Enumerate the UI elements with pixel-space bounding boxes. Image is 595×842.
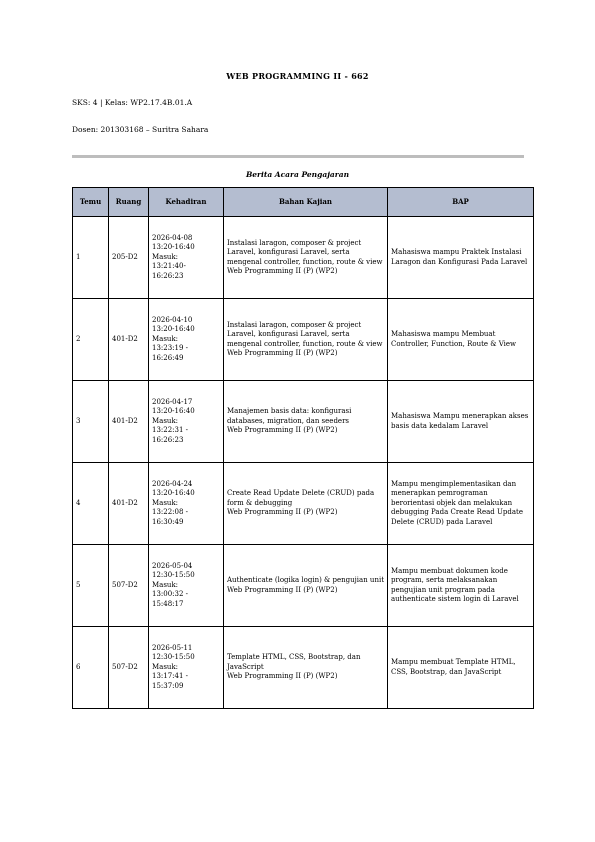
cell-kehadiran (149, 627, 224, 709)
attendance-line: 12:30-15:50 (152, 653, 195, 662)
cell-bahan-kajian (224, 545, 388, 627)
attendance-line: Masuk: (152, 334, 179, 343)
cell-bap: Mahasiswa mampu Membuat Controller, Function, Route & View (388, 299, 534, 381)
table-row (73, 217, 534, 299)
col-header-temu: Temu (73, 188, 109, 217)
sks-class-line: SKS: 4 | Kelas: WP2.17.4B.01.A (72, 98, 193, 107)
cell-bap: Mampu membuat Template HTML, CSS, Bootstrap, dan JavaScript (388, 627, 534, 709)
attendance-line: 15:37:09 (152, 681, 184, 690)
cell-kehadiran (149, 217, 224, 299)
cell-bahan-kajian (224, 463, 388, 545)
cell-ruang: 507-D2 (109, 627, 149, 709)
cell-bahan-kajian (224, 217, 388, 299)
topic-text: Create Read Update Delete (CRUD) pada form & debugging (227, 489, 375, 507)
table-row (73, 381, 534, 463)
col-header-ruang: Ruang (109, 188, 149, 217)
course-code-text: Web Programming II (P) (WP2) (227, 348, 338, 357)
attendance-line: Masuk: (152, 416, 179, 425)
teaching-record-table (72, 187, 534, 709)
attendance-line: 13:23:19 - (152, 344, 189, 353)
cell-ruang: 401-D2 (109, 463, 149, 545)
attendance-line: 13:20-16:40 (152, 407, 195, 416)
attendance-line: Masuk: (152, 252, 179, 261)
lecturer-line: Dosen: 201303168 – Suritra Sahara (72, 125, 209, 134)
cell-temu: 3 (73, 381, 109, 463)
table-row (73, 545, 534, 627)
course-code-text: Web Programming II (P) (WP2) (227, 266, 338, 275)
attendance-line: 2026-04-08 (152, 233, 193, 242)
course-code-text: Web Programming II (P) (WP2) (227, 672, 338, 681)
cell-temu: 6 (73, 627, 109, 709)
cell-bap: Mampu membuat dokumen kode program, serta melaksanakan pengujian unit program pada authenticate sistem login di Laravel (388, 545, 534, 627)
cell-bahan-kajian (224, 627, 388, 709)
cell-kehadiran (149, 381, 224, 463)
attendance-line: 13:20-16:40 (152, 489, 195, 498)
attendance-line: 16:26:23 (152, 435, 184, 444)
topic-text: Manajemen basis data: konfigurasi databases, migration, dan seeders (227, 407, 352, 425)
cell-bap: Mampu mengimplementasikan dan menerapkan pemrograman berorientasi objek dan melakukan debugging Pada Create Read Update Delete (CRUD) pada Laravel (388, 463, 534, 545)
table-row (73, 463, 534, 545)
divider (72, 155, 524, 158)
attendance-line: 13:20-16:40 (152, 325, 195, 334)
course-code-text: Web Programming II (P) (WP2) (227, 585, 338, 594)
attendance-line: 16:26:49 (152, 353, 184, 362)
attendance-line: 2026-05-11 (152, 643, 193, 652)
col-header-bap: BAP (388, 188, 534, 217)
section-title: Berita Acara Pengajaran (245, 170, 350, 179)
table-header-row (73, 188, 534, 217)
table-row (73, 299, 534, 381)
cell-temu: 1 (73, 217, 109, 299)
cell-temu: 2 (73, 299, 109, 381)
cell-bahan-kajian (224, 299, 388, 381)
course-title: WEB PROGRAMMING II - 662 (226, 71, 369, 81)
attendance-line: 13:17:41 - (152, 672, 189, 681)
attendance-line: 13:20-16:40 (152, 243, 195, 252)
table-row (73, 627, 534, 709)
attendance-line: 2026-04-24 (152, 479, 193, 488)
attendance-line: 13:22:31 - (152, 426, 189, 435)
attendance-line: 2026-04-10 (152, 315, 193, 324)
cell-ruang: 401-D2 (109, 381, 149, 463)
cell-bap: Mahasiswa Mampu menerapkan akses basis data kedalam Laravel (388, 381, 534, 463)
attendance-line: 2026-04-17 (152, 397, 193, 406)
attendance-line: Masuk: (152, 498, 179, 507)
cell-ruang: 205-D2 (109, 217, 149, 299)
cell-kehadiran (149, 463, 224, 545)
col-header-kehadiran: Kehadiran (149, 188, 224, 217)
attendance-line: 13:22:08 - (152, 508, 189, 517)
attendance-line: 13:00:32 - (152, 590, 189, 599)
topic-text: Authenticate (logika login) & pengujian unit (227, 576, 385, 585)
col-header-bahan-kajian: Bahan Kajian (224, 188, 388, 217)
topic-text: Instalasi laragon, composer & project Laravel, konfigurasi Laravel, serta mengenal controller, function, route & view (227, 320, 383, 348)
cell-temu: 4 (73, 463, 109, 545)
cell-bahan-kajian (224, 381, 388, 463)
topic-text: Instalasi laragon, composer & project Laravel, konfigurasi Laravel, serta mengenal controller, function, route & view (227, 238, 383, 266)
attendance-line: 16:26:23 (152, 271, 184, 280)
course-code-text: Web Programming II (P) (WP2) (227, 508, 338, 517)
cell-temu: 5 (73, 545, 109, 627)
topic-text: Template HTML, CSS, Bootstrap, dan JavaScript (227, 653, 361, 671)
attendance-line: 15:48:17 (152, 599, 184, 608)
cell-kehadiran (149, 299, 224, 381)
cell-ruang: 507-D2 (109, 545, 149, 627)
cell-ruang: 401-D2 (109, 299, 149, 381)
cell-bap: Mahasiswa mampu Praktek Instalasi Laragon dan Konfigurasi Pada Laravel (388, 217, 534, 299)
attendance-line: Masuk: (152, 580, 179, 589)
course-code-text: Web Programming II (P) (WP2) (227, 426, 338, 435)
cell-kehadiran (149, 545, 224, 627)
attendance-line: 2026-05-04 (152, 561, 193, 570)
attendance-line: Masuk: (152, 662, 179, 671)
attendance-line: 13:21:40- (152, 262, 186, 271)
attendance-line: 12:30-15:50 (152, 571, 195, 580)
attendance-line: 16:30:49 (152, 517, 184, 526)
